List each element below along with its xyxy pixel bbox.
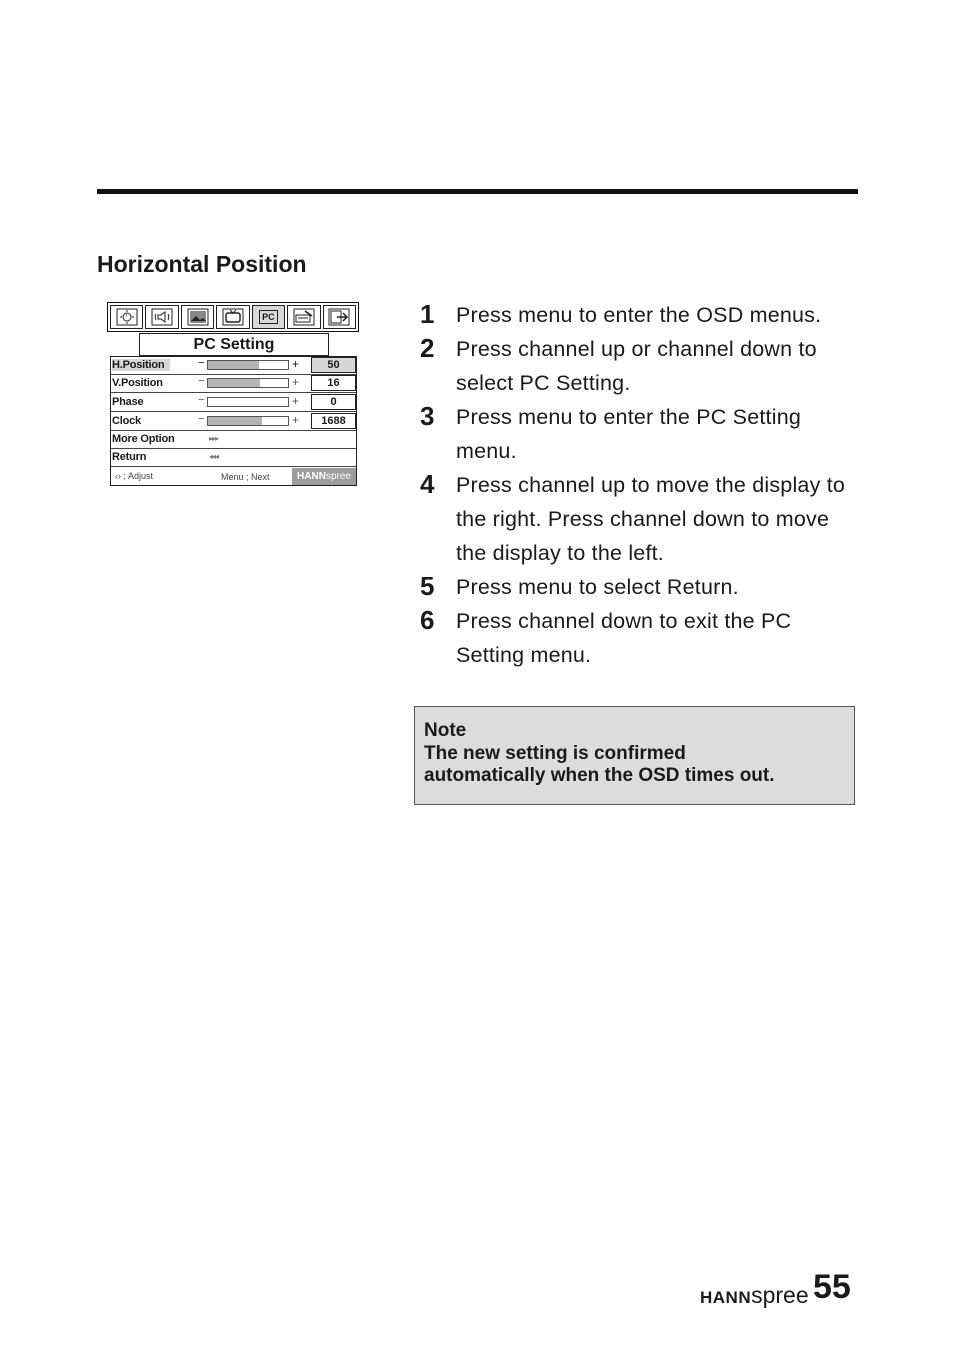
osd-panel	[110, 356, 357, 486]
osd-slider	[207, 378, 289, 388]
sound-icon	[145, 305, 178, 329]
osd-row-label: More Option	[112, 433, 175, 445]
osd-footer-next: Menu ; Next	[221, 472, 270, 482]
osd-slider	[207, 360, 289, 370]
plus-icon: +	[292, 394, 300, 408]
minus-icon: −	[198, 375, 205, 387]
step-text: Press channel up or channel down to select PC Setting.	[456, 337, 817, 395]
osd-value: 16	[311, 375, 356, 391]
osd-brand-logo	[292, 468, 356, 485]
osd-value: 50	[311, 357, 356, 373]
note-line: The new setting is confirmed	[424, 742, 686, 764]
step-item	[420, 332, 860, 400]
osd-row-v-position	[111, 375, 356, 393]
minus-icon: −	[198, 394, 205, 406]
osd-title: PC Setting	[139, 333, 329, 356]
osd-footer	[111, 468, 356, 485]
osd-row-label: V.Position	[112, 377, 163, 389]
osd-row-more-option	[111, 431, 356, 449]
exit-icon	[323, 305, 356, 329]
section-title: Horizontal Position	[97, 251, 307, 277]
osd-value: 0	[311, 394, 356, 410]
osd-row-clock	[111, 413, 356, 431]
osd-row-label: Phase	[112, 396, 144, 408]
step-text: Press channel down to exit the PC Setting menu.	[456, 609, 792, 667]
osd-brand-spree: spree	[325, 471, 351, 482]
osd-slider	[207, 397, 289, 407]
note-line: automatically when the OSD times out.	[424, 765, 775, 786]
note-box	[414, 706, 855, 805]
pc-icon	[252, 305, 285, 329]
osd-row-label: H.Position	[112, 359, 170, 371]
header-rule	[97, 189, 858, 194]
step-item	[420, 400, 860, 468]
step-item	[420, 468, 860, 570]
osd-row-phase	[111, 394, 356, 412]
picture-icon	[181, 305, 214, 329]
osd-icon-bar	[107, 302, 359, 332]
step-item	[420, 604, 860, 672]
note-heading: Note	[424, 720, 467, 741]
pc-icon-label: PC	[259, 310, 278, 324]
osd-row-label: Clock	[112, 415, 141, 427]
osd-row-label: Return	[112, 451, 147, 463]
page-number: 55	[813, 1268, 851, 1306]
brightness-icon	[110, 305, 143, 329]
back-arrows-icon: ◂◂◂	[209, 452, 219, 461]
step-number: 6	[420, 605, 435, 635]
osd-brand-hann: HANN	[297, 471, 326, 482]
osd-menu-illustration	[107, 302, 359, 486]
step-number: 4	[420, 469, 435, 499]
osd-slider-fill	[208, 379, 260, 387]
osd-row-h-position	[111, 357, 356, 375]
step-number: 2	[420, 333, 435, 363]
tv-icon	[216, 305, 249, 329]
osd-slider	[207, 416, 289, 426]
brand-hann: HANN	[700, 1288, 752, 1307]
osd-slider-fill	[208, 417, 262, 425]
footer-brand-logo	[700, 1282, 809, 1309]
plus-icon: +	[292, 357, 300, 371]
minus-icon: −	[198, 413, 205, 425]
forward-arrows-icon: ▸▸▸	[209, 434, 219, 443]
step-text: Press channel up to move the display to the right. Press channel down to move the display to the left.	[456, 473, 846, 565]
step-number: 3	[420, 401, 435, 431]
osd-slider-fill	[208, 361, 259, 369]
setup-icon	[287, 305, 320, 329]
step-text: Press menu to select Return.	[456, 575, 739, 599]
steps-list	[420, 298, 860, 672]
step-text: Press menu to enter the PC Setting menu.	[456, 405, 802, 463]
osd-row-return	[111, 449, 356, 467]
brand-spree: spree	[751, 1282, 809, 1308]
step-item	[420, 570, 860, 604]
osd-value: 1688	[311, 413, 356, 429]
minus-icon: −	[198, 357, 205, 369]
plus-icon: +	[292, 375, 300, 389]
step-number: 5	[420, 571, 435, 601]
osd-footer-adjust: ‹› ; Adjust	[115, 471, 154, 481]
step-number: 1	[420, 299, 435, 329]
step-text: Press menu to enter the OSD menus.	[456, 303, 822, 327]
plus-icon: +	[292, 413, 300, 427]
step-item	[420, 298, 860, 332]
